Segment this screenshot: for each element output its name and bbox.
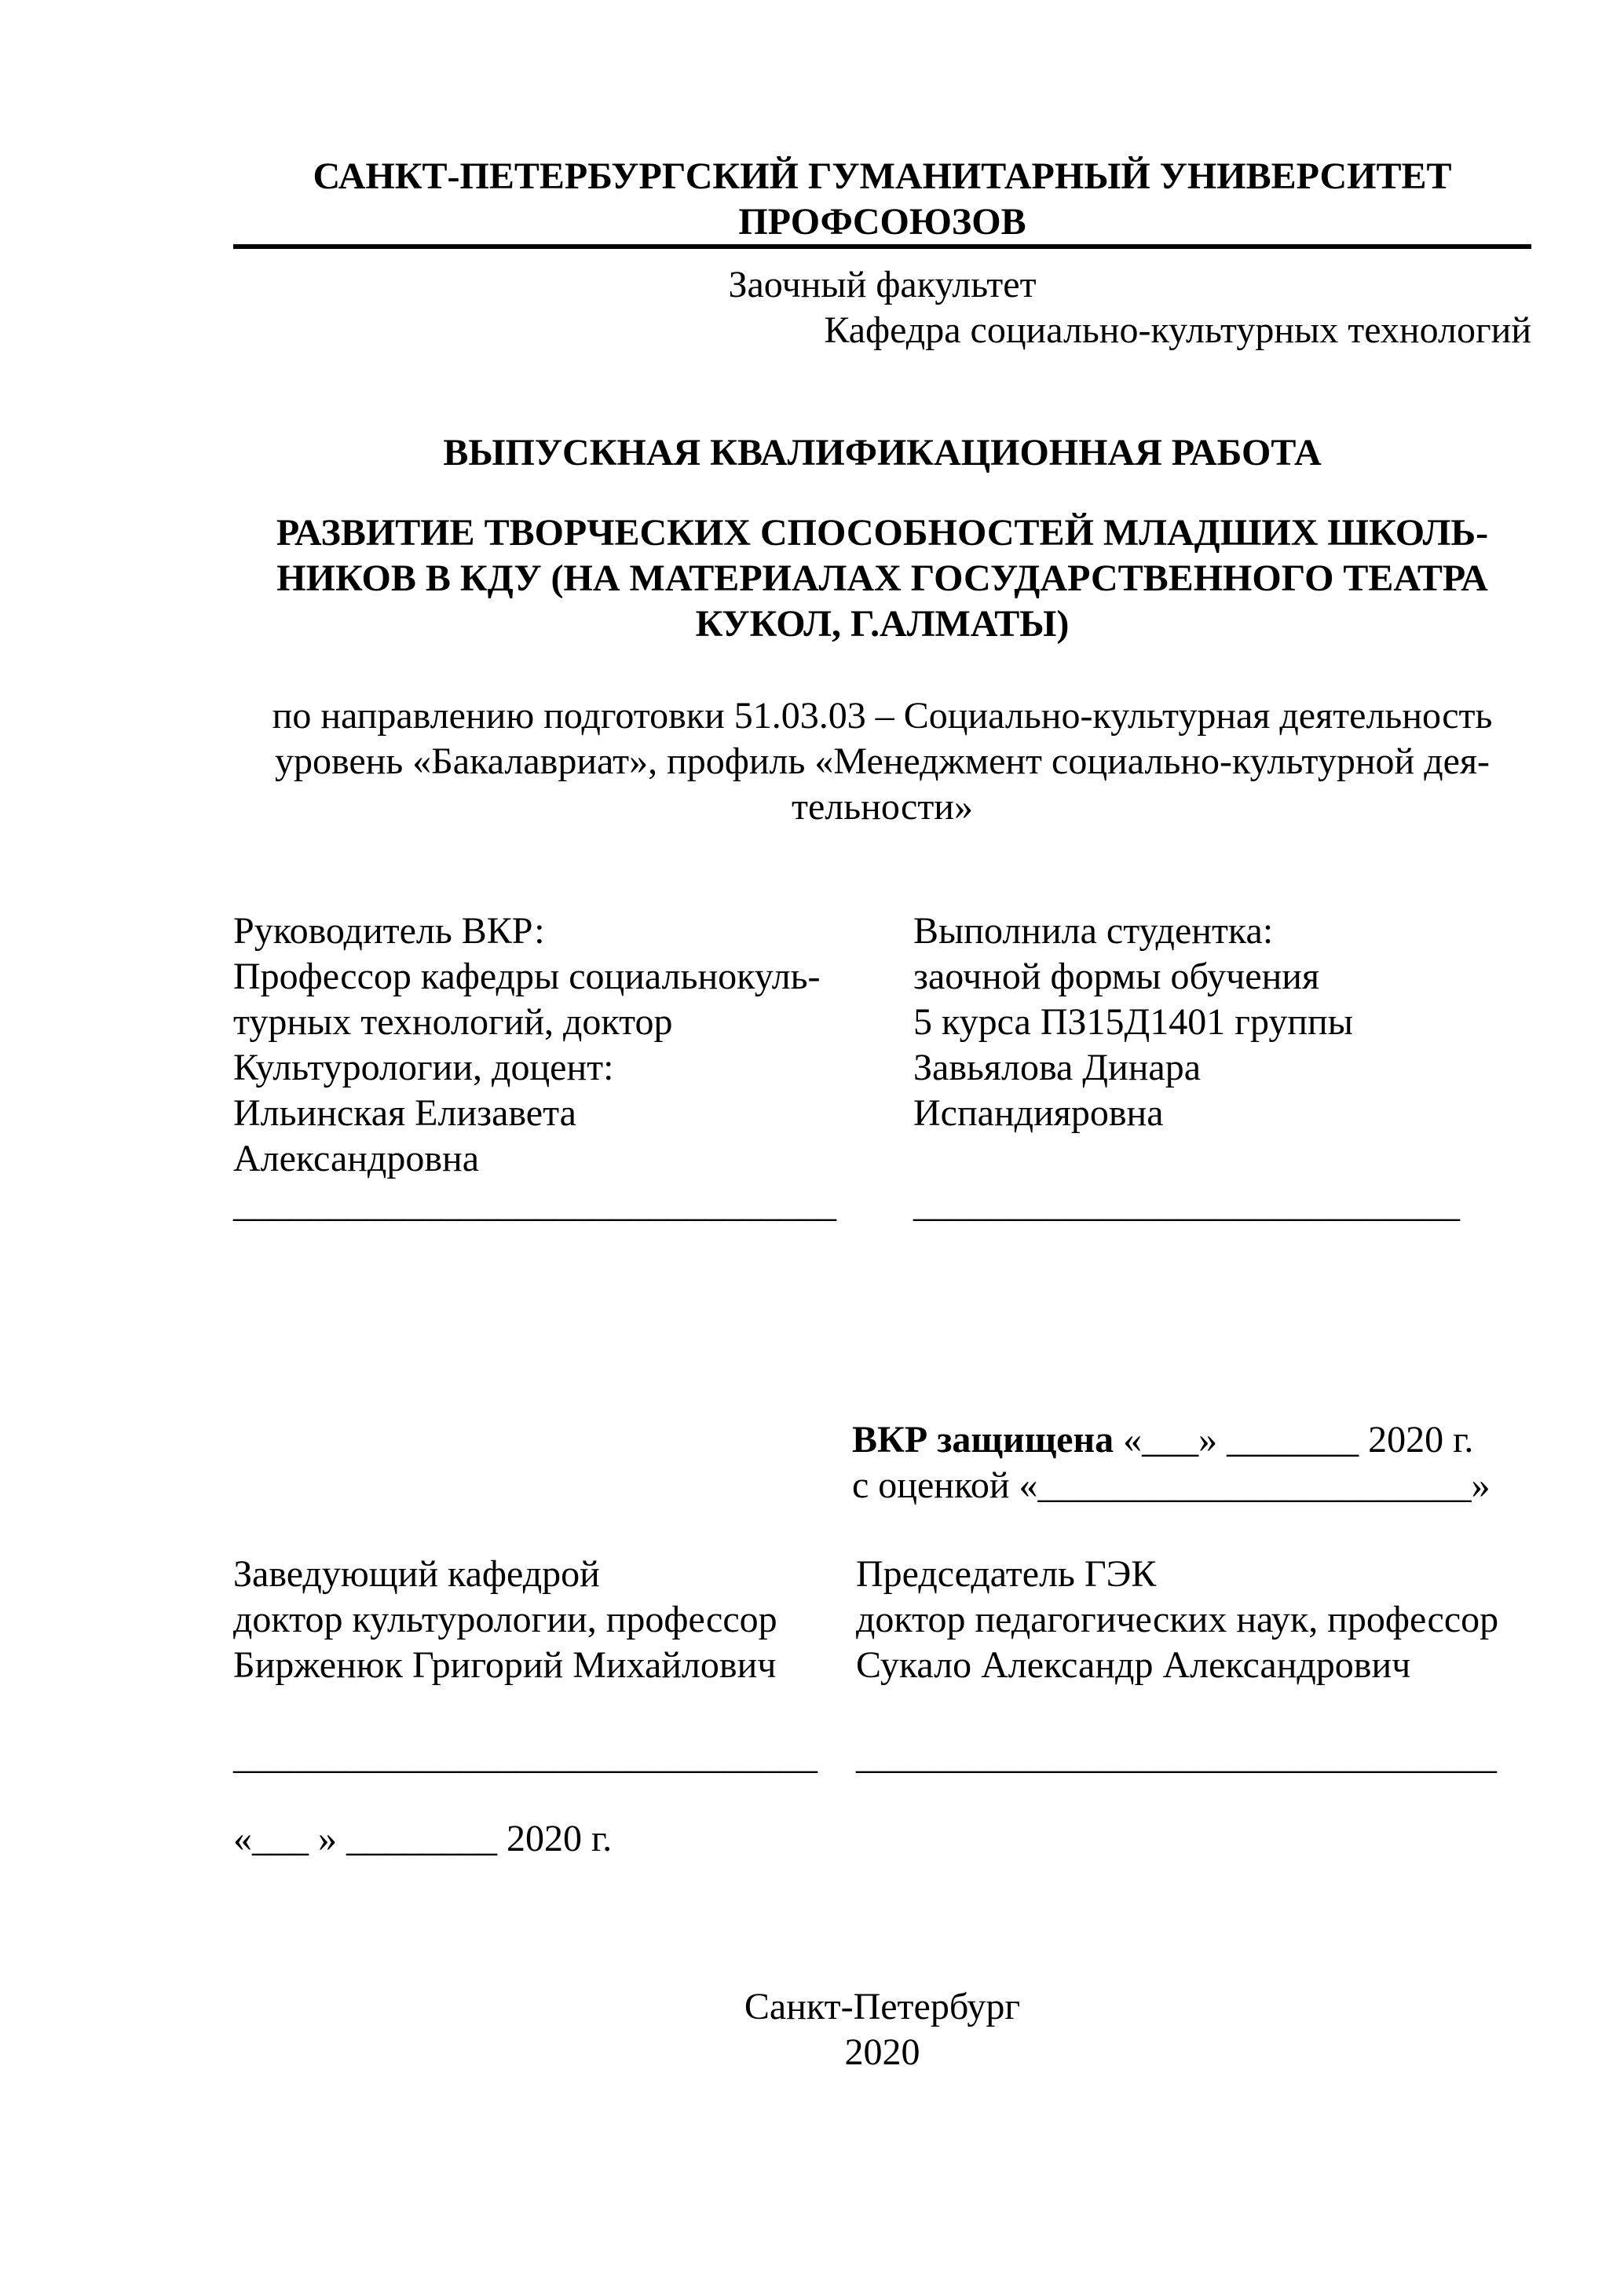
city-line: Санкт-Петербург [744, 1986, 1021, 2027]
supervisor-block [233, 909, 916, 1227]
gek-chair-blank-line [856, 1688, 1534, 1734]
supervisor-signature-line: ________________________________ [233, 1183, 836, 1225]
department-head-signature-line: _______________________________ [233, 1735, 817, 1777]
department-head-role: Заведующий кафедрой [233, 1553, 600, 1595]
supervisor-position-line1: Профессор кафедры социальнокуль- [233, 956, 821, 997]
student-name-line2: Испандияровна [913, 1092, 1164, 1134]
program-info [233, 693, 1531, 830]
signature-date-line: «___ » ________ 2020 г. [233, 1818, 613, 1859]
department-head-degree: доктор культурологии, профессор [233, 1599, 777, 1640]
student-study-form: заочной формы обучения [913, 956, 1320, 997]
student-group: 5 курса ПЗ15Д1401 группы [913, 1001, 1353, 1043]
department-head-name: Бирженюк Григорий Михайлович [233, 1644, 777, 1686]
university-name [233, 154, 1531, 245]
gek-chair-degree: доктор педагогических наук, профессор [856, 1599, 1499, 1640]
gek-chair-signature-line: __________________________________ [856, 1735, 1497, 1777]
department-head-block [233, 1552, 856, 1779]
student-blank-line [913, 1136, 1534, 1182]
student-name-line1: Завьялова Динара [913, 1047, 1201, 1088]
defense-status-block [852, 1417, 1490, 1508]
year-line: 2020 [844, 2031, 920, 2073]
gek-chair-role: Председатель ГЭК [856, 1553, 1157, 1595]
program-info-line1: по направлению подготовки 51.03.03 – Социально-культурная деятельность [272, 695, 1493, 737]
header-divider-rule [233, 244, 1531, 249]
defense-status-rest: «___» _______ 2020 г. [1114, 1419, 1474, 1461]
defense-status-label: ВКР защищена [852, 1419, 1114, 1461]
defense-grade-line: с оценкой «_______________________» [852, 1464, 1490, 1506]
thesis-title-line3: КУКОЛ, Г.АЛМАТЫ) [695, 603, 1070, 645]
thesis-title-line1: РАЗВИТИЕ ТВОРЧЕСКИХ СПОСОБНОСТЕЙ МЛАДШИХ ШКОЛЬ- [276, 512, 1489, 554]
supervisor-role: Руководитель ВКР: [233, 910, 545, 952]
work-type-heading: ВЫПУСКНАЯ КВАЛИФИКАЦИОННАЯ РАБОТА [443, 432, 1322, 473]
university-name-line1: САНКТ-ПЕТЕРБУРГСКИЙ ГУМАНИТАРНЫЙ УНИВЕРСИТЕТ [313, 155, 1452, 197]
student-signature-line: _____________________________ [913, 1183, 1460, 1225]
student-block [913, 909, 1534, 1227]
program-info-line2: уровень «Бакалавриат», профиль «Менеджмент социально-культурной дея- [274, 740, 1490, 782]
faculty-line: Заочный факультет [728, 264, 1037, 305]
supervisor-name-line1: Ильинская Елизавета [233, 1092, 576, 1134]
supervisor-position-line2: турных технологий, доктор [233, 1001, 673, 1043]
thesis-title [233, 510, 1531, 647]
supervisor-name-line2: Александровна [233, 1138, 480, 1179]
student-role: Выполнила студентка: [913, 910, 1274, 952]
gek-chair-block [856, 1552, 1534, 1779]
university-name-line2: ПРОФСОЮЗОВ [738, 201, 1026, 243]
department-line: Кафедра социально-культурных технологий [824, 309, 1531, 351]
thesis-title-line2: НИКОВ В КДУ (НА МАТЕРИАЛАХ ГОСУДАРСТВЕННОГО ТЕАТРА [276, 558, 1488, 599]
department-head-blank-line [233, 1688, 856, 1734]
supervisor-position-line3: Культурологии, доцент: [233, 1047, 614, 1088]
city-year-block [233, 1984, 1531, 2075]
gek-chair-name: Сукало Александр Александрович [856, 1644, 1411, 1686]
program-info-line3: тельности» [792, 786, 973, 828]
defense-status-line [852, 1417, 1490, 1463]
